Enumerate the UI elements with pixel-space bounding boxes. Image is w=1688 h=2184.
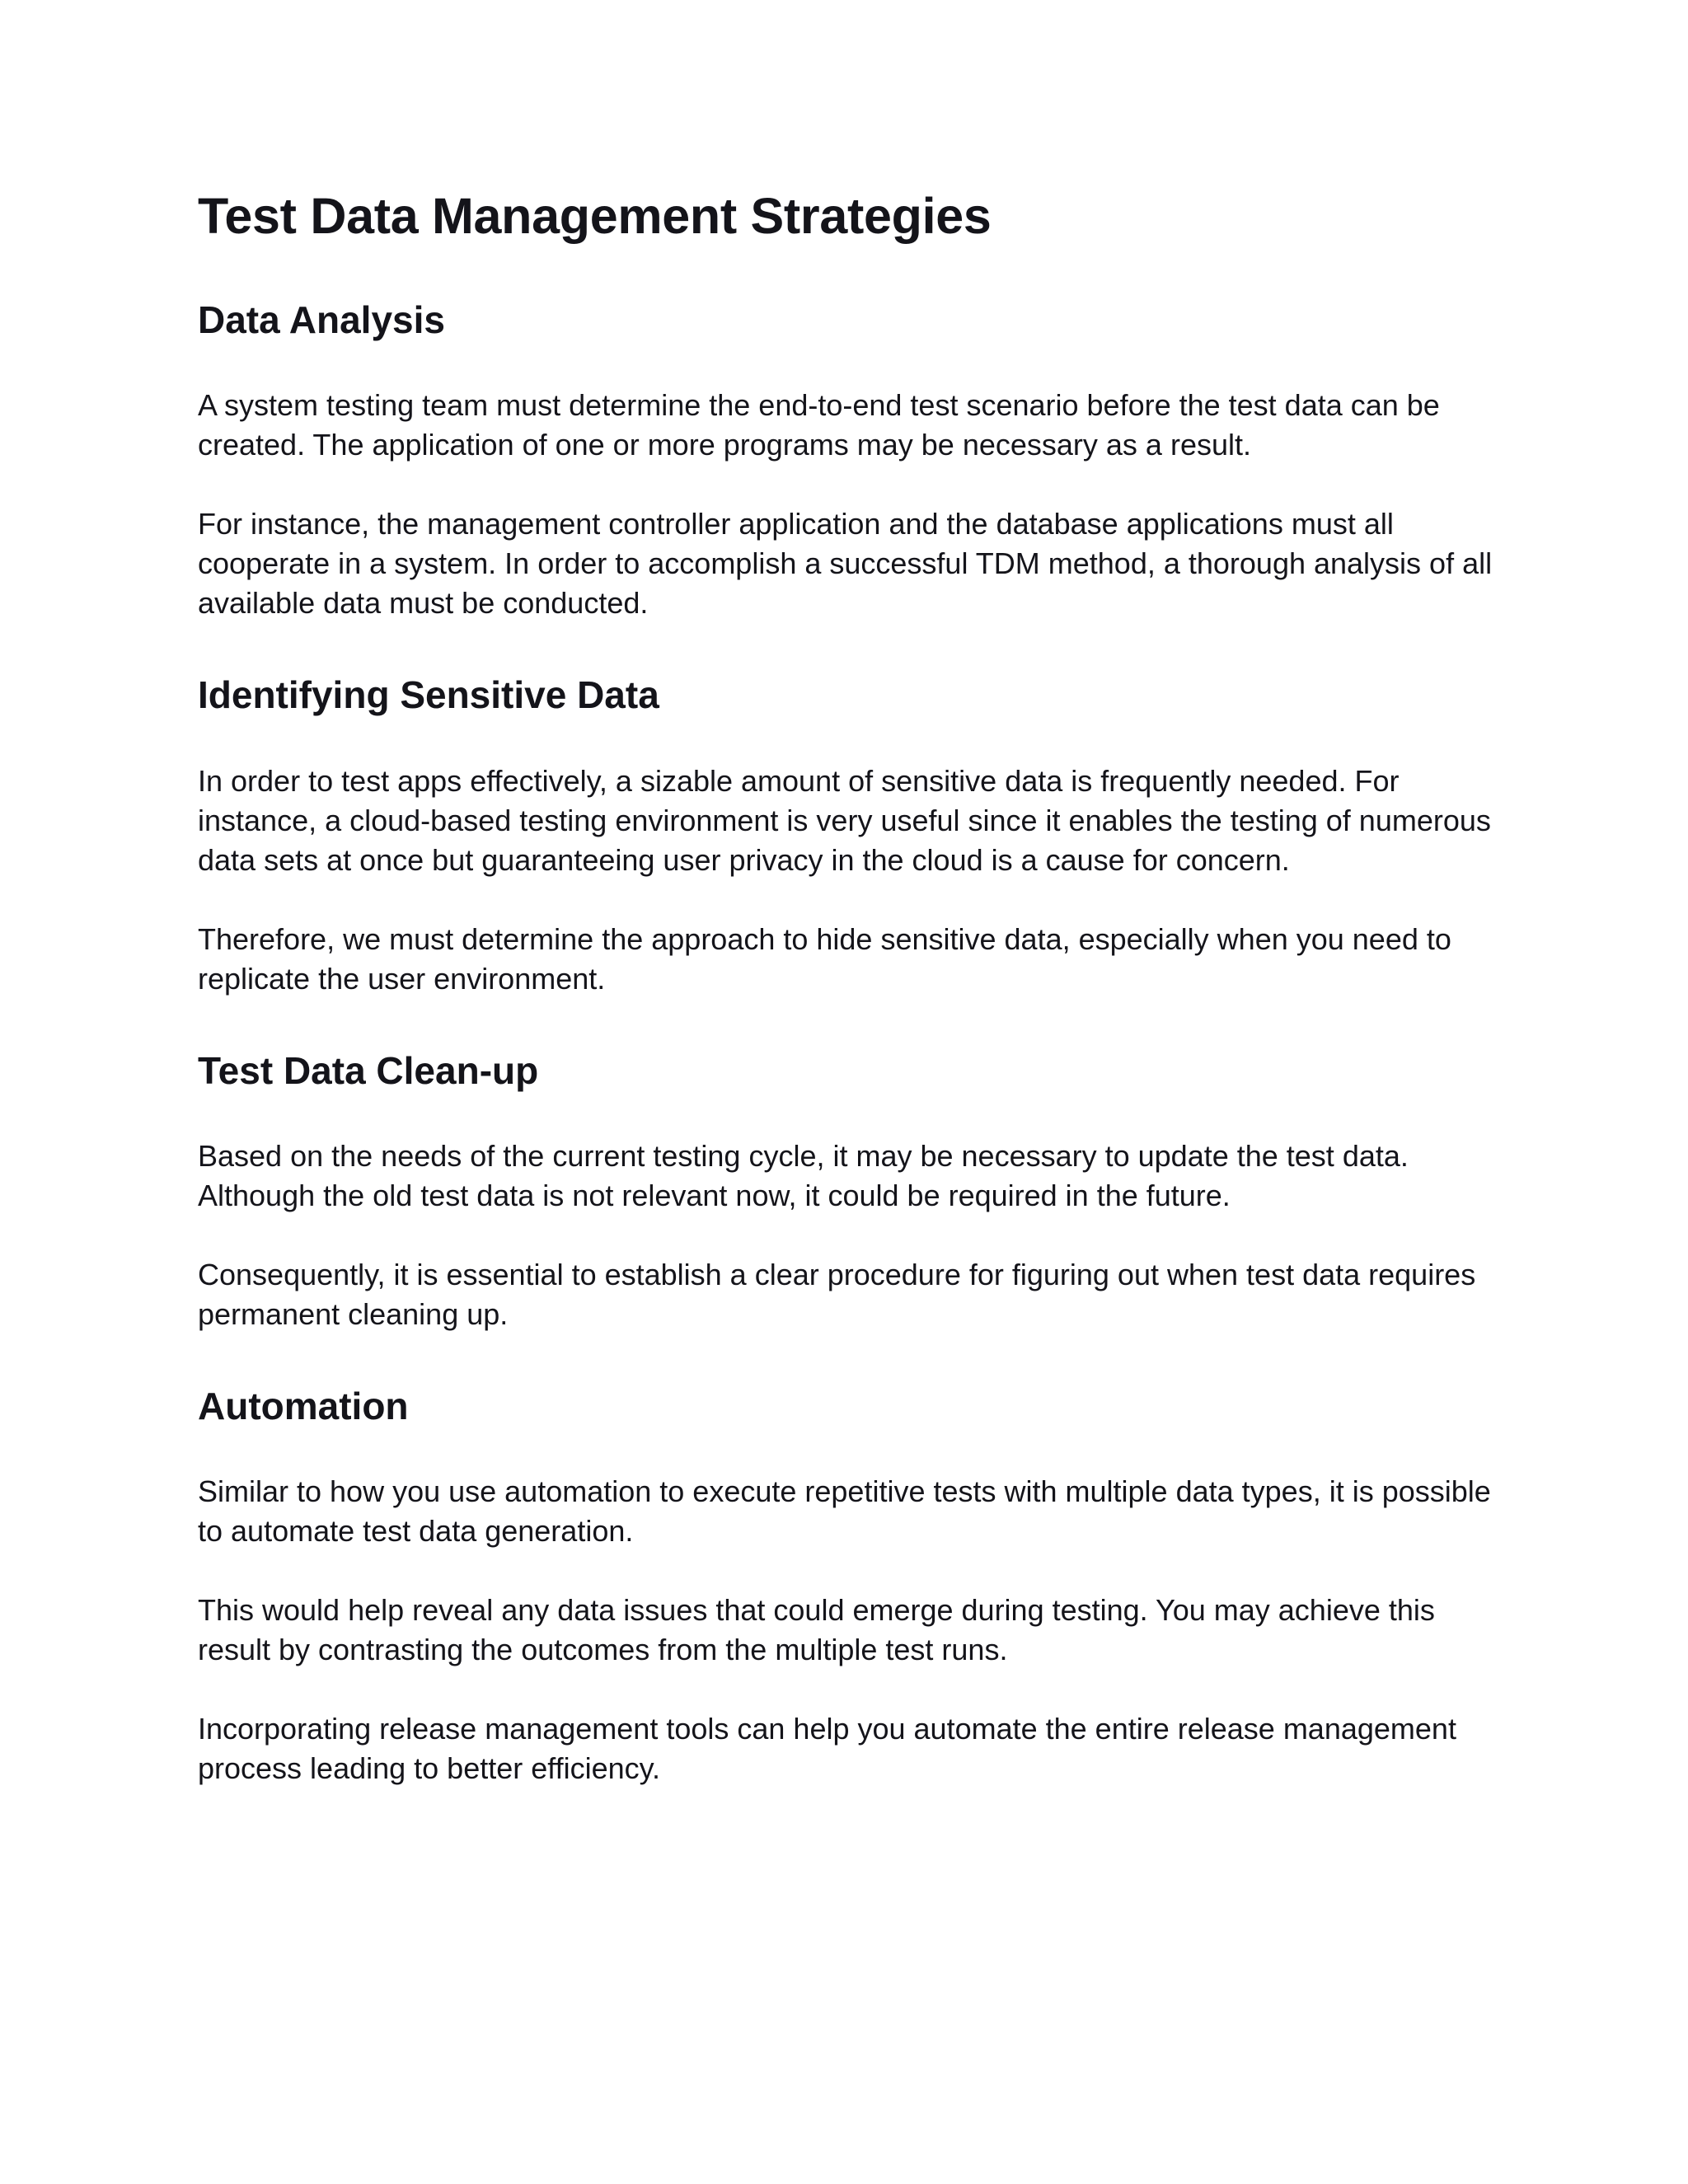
paragraph: Based on the needs of the current testing cycle, it may be necessary to update the test data. Although the old test data is not relevant now, it could be required in the future. — [198, 1138, 1409, 1212]
document-page — [198, 186, 1500, 1788]
paragraph: A system testing team must determine the end-to-end test scenario before the test data can be created. The application of one or more programs may be necessary as a result. — [198, 388, 1440, 462]
section-heading-identifying-sensitive-data: Identifying Sensitive Data — [198, 673, 659, 717]
paragraph: Therefore, we must determine the approach to hide sensitive data, especially when you need to replicate the user environment. — [198, 921, 1451, 996]
paragraph: In order to test apps effectively, a sizable amount of sensitive data is frequently needed. For instance, a cloud-based testing environment is very useful since it enables the testing of numerous data sets at once but guaranteeing user privacy in the cloud is a cause for concern. — [198, 763, 1491, 877]
section-heading-automation: Automation — [198, 1384, 409, 1427]
paragraph: For instance, the management controller application and the database applications must all cooperate in a system. In order to accomplish a successful TDM method, a thorough analysis of all available data must be conducted. — [198, 507, 1493, 621]
paragraph: Similar to how you use automation to execute repetitive tests with multiple data types, it is possible to automate test data generation. — [198, 1474, 1491, 1548]
paragraph: Incorporating release management tools can help you automate the entire release management process leading to better efficiency. — [198, 1711, 1456, 1785]
paragraph: Consequently, it is essential to establish a clear procedure for figuring out when test data requires permanent cleaning up. — [198, 1257, 1476, 1331]
section-heading-data-analysis: Data Analysis — [198, 298, 445, 342]
paragraph: This would help reveal any data issues that could emerge during testing. You may achieve this result by contrasting the outcomes from the multiple test runs. — [198, 1592, 1435, 1666]
document-title: Test Data Management Strategies — [198, 188, 992, 244]
section-heading-test-data-clean-up: Test Data Clean-up — [198, 1048, 539, 1092]
